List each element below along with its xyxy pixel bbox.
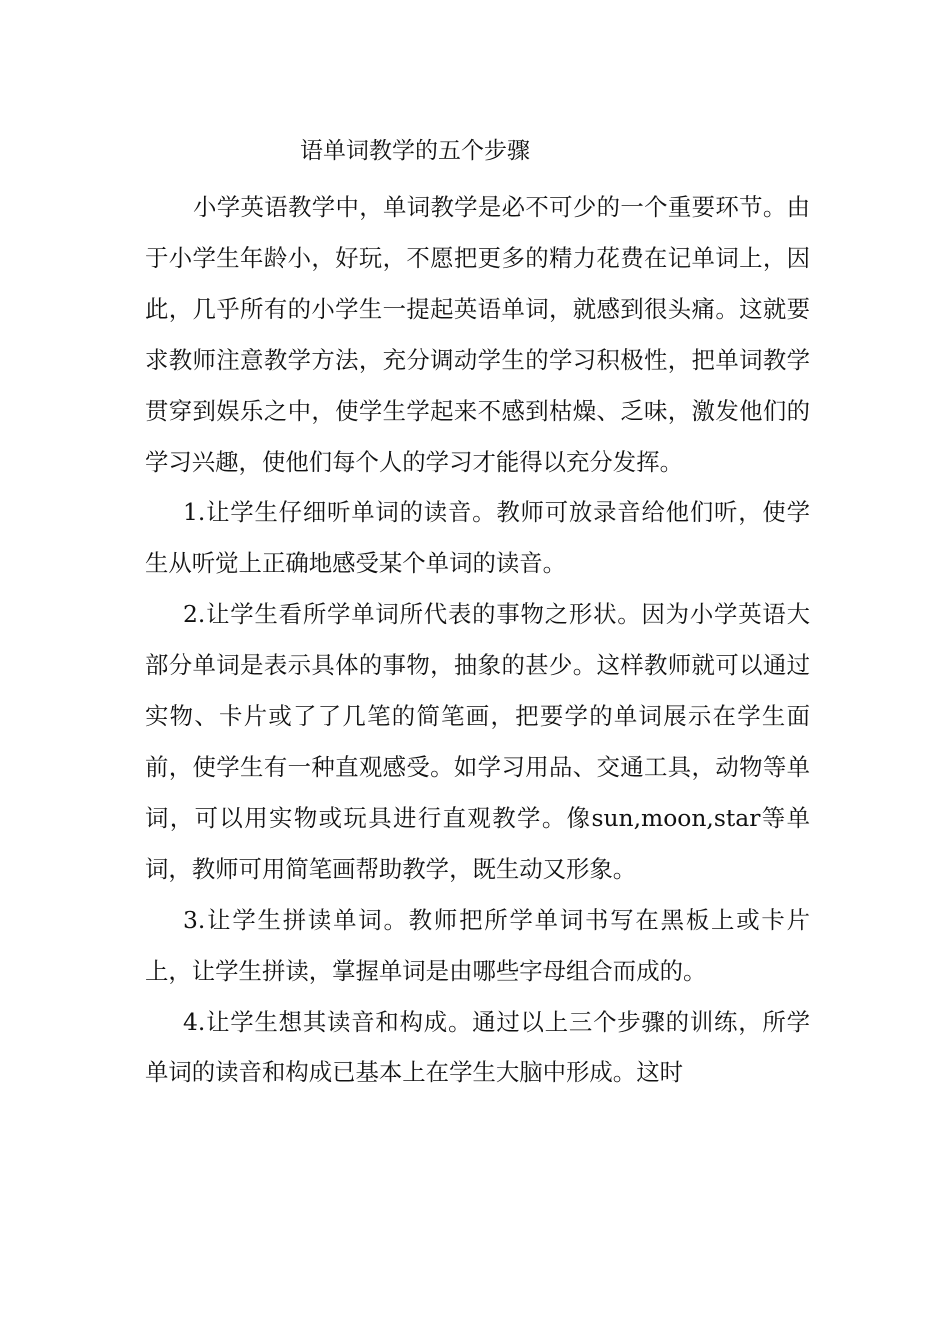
paragraph-step-4: 4.让学生想其读音和构成。通过以上三个步骤的训练，所学单词的读音和构成已基本上在学生大脑中形成。这时 bbox=[145, 1007, 810, 1087]
document-body bbox=[145, 182, 810, 1098]
paragraph-intro: 小学英语教学中，单词教学是必不可少的一个重要环节。由于小学生年龄小，好玩，不愿把更多的精力花费在记单词上，因此，几乎所有的小学生一提起英语单词，就感到很头痛。这就要求教师注意教学方法，充分调动学生的学习积极性，把单词教学贯穿到娱乐之中，使学生学起来不感到枯燥、乏味，激发他们的学习兴趣，使他们每个人的学习才能得以充分发挥。 bbox=[145, 193, 810, 476]
paragraph-step-3: 3.让学生拼读单词。教师把所学单词书写在黑板上或卡片上，让学生拼读，掌握单词是由哪些字母组合而成的。 bbox=[145, 905, 810, 985]
paragraph-step-2: 2.让学生看所学单词所代表的事物之形状。因为小学英语大部分单词是表示具体的事物，抽象的甚少。这样教师就可以通过实物、卡片或了了几笔的简笔画，把要学的单词展示在学生面前，使学生有一种直观感受。如学习用品、交通工具，动物等单词，可以用实物或玩具进行直观教学。像sun,moon,star等单词，教师可用简笔画帮助教学，既生动又形象。 bbox=[145, 600, 810, 883]
document-title: 语单词教学的五个步骤 bbox=[300, 138, 530, 164]
paragraph-step-1: 1.让学生仔细听单词的读音。教师可放录音给他们听，使学生从听觉上正确地感受某个单词的读音。 bbox=[145, 498, 810, 578]
